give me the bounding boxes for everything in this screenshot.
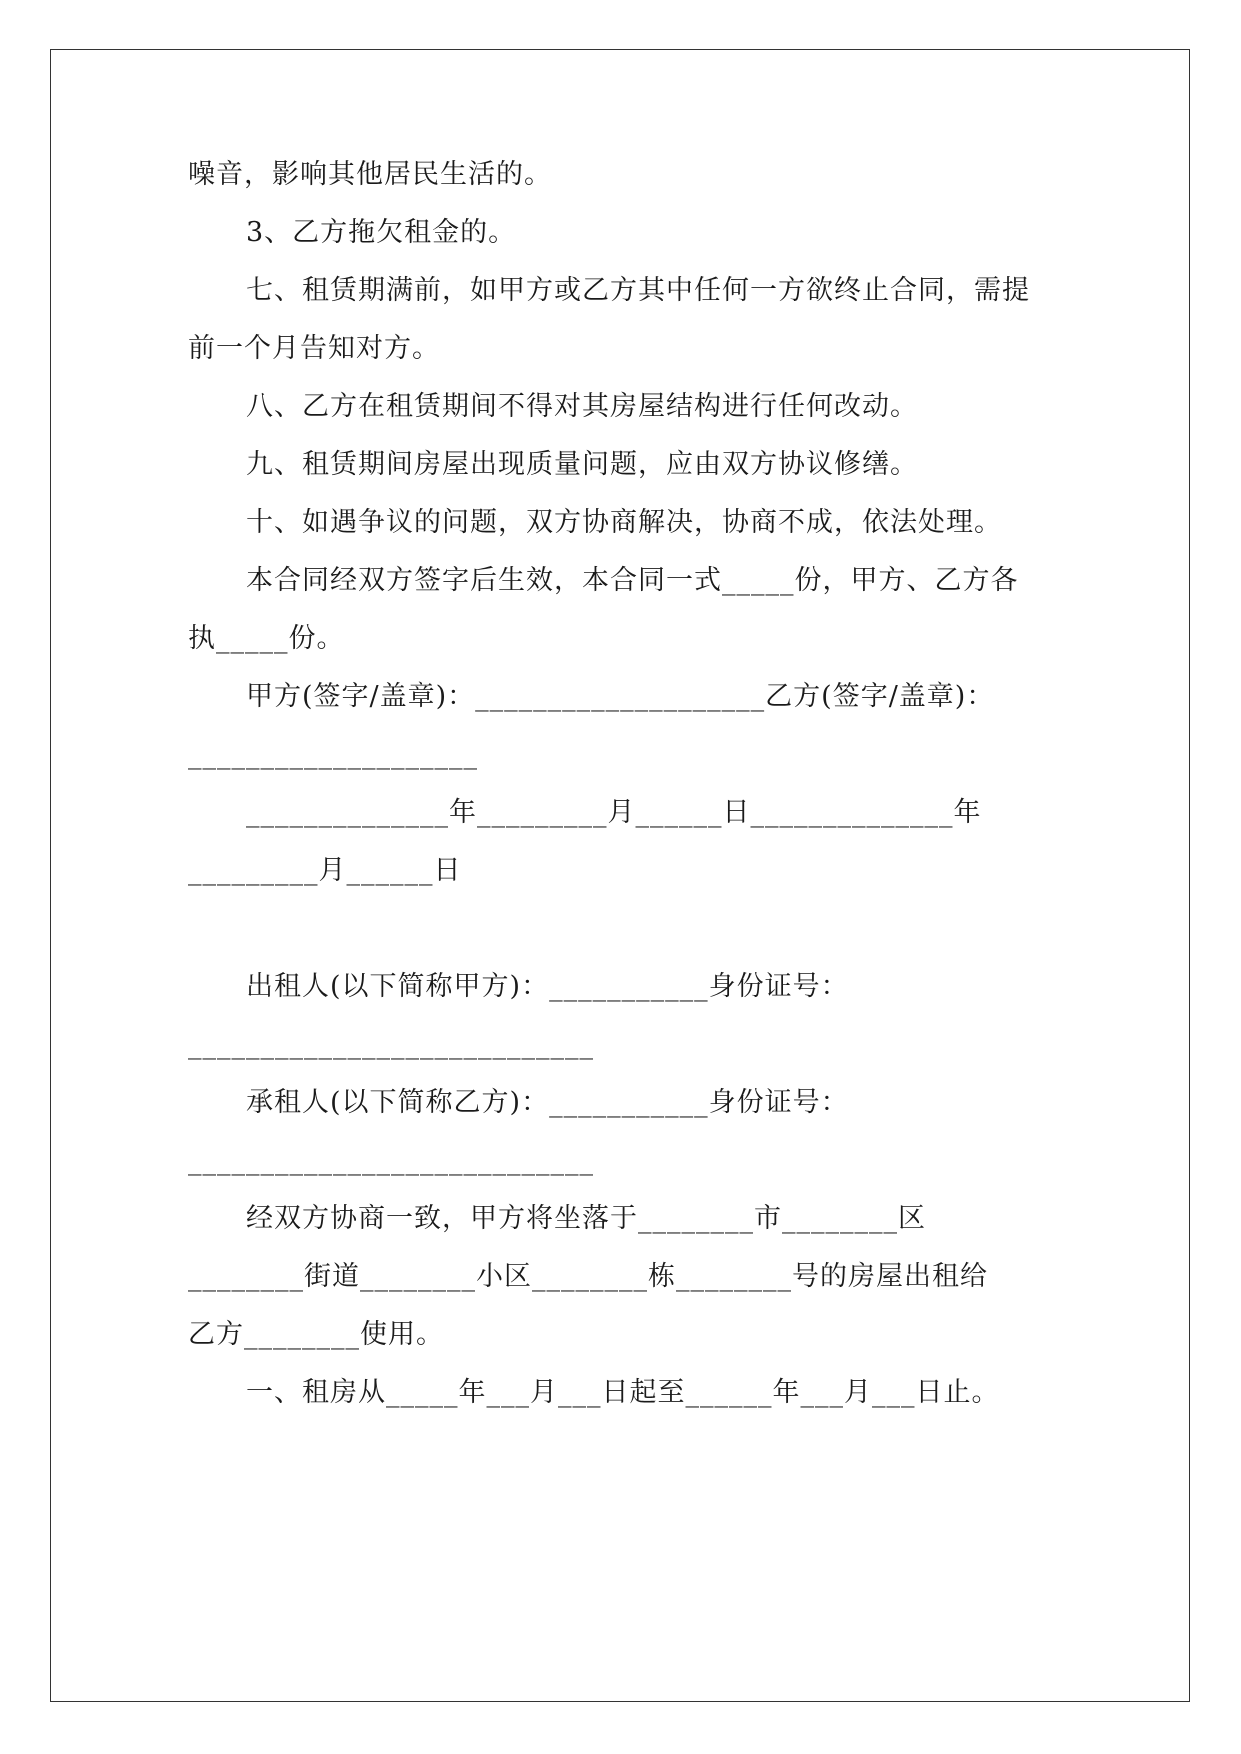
text-line-signature-blank: ____________________ [188,739,478,770]
text-line-location: 经双方协商一致，甲方将坐落于________市________区 [246,1203,926,1234]
text-line-clause-7-cont: 前一个月告知对方。 [188,333,440,364]
text-line-lessee: 承租人(以下简称乙方)：___________身份证号： [246,1087,849,1118]
text-line-dates-cont: _________月______日 [188,855,462,886]
text-line-clause-7: 七、租赁期满前，如甲方或乙方其中任何一方欲终止合同，需提 [246,275,1030,306]
text-line-lessee-id-blank: ____________________________ [188,1145,594,1176]
text-line-lessor: 出租人(以下简称甲方)：___________身份证号： [246,971,849,1002]
text-line-clause-8: 八、乙方在租赁期间不得对其房屋结构进行任何改动。 [246,391,918,422]
text-line-rental-term: 一、租房从_____年___月___日起至______年___月___日止。 [246,1377,1000,1408]
text-line-usage: 乙方________使用。 [188,1319,444,1350]
text-line-clause-9: 九、租赁期间房屋出现质量问题，应由双方协议修缮。 [246,449,918,480]
text-line-lessor-id-blank: ____________________________ [188,1029,594,1060]
text-line-clause-10: 十、如遇争议的问题，双方协商解决，协商不成，依法处理。 [246,507,1002,538]
text-line-copies: 本合同经双方签字后生效，本合同一式_____份，甲方、乙方各 [246,565,1019,596]
text-line-copies-cont: 执_____份。 [188,623,345,654]
text-line-noise-clause: 噪音，影响其他居民生活的。 [188,159,552,190]
text-line-location-cont: ________街道________小区________栋________号的房屋出租给 [188,1261,988,1292]
text-line-dates: ______________年_________月______日______________年 [246,797,982,828]
text-line-clause-3: 3、乙方拖欠租金的。 [246,217,517,248]
text-line-signatures: 甲方(签字/盖章)：____________________乙方(签字/盖章)： [246,681,995,712]
